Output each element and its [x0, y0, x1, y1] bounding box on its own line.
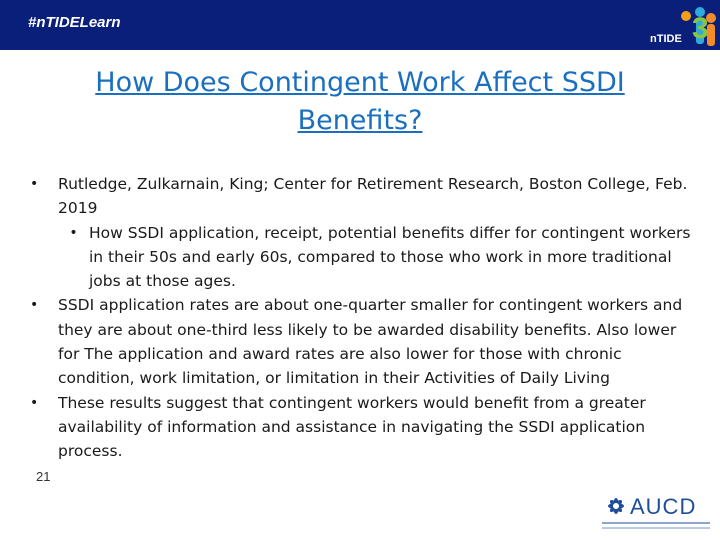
bullet-text: Rutledge, Zulkarnain, King; Center for Retirement Research, Boston College, Feb. 2019 [58, 175, 688, 218]
aucd-emblem-icon [605, 495, 627, 517]
logo-text: nTIDE [650, 33, 682, 45]
logo-number: 3 [692, 12, 709, 45]
sub-bullet-item [58, 221, 700, 294]
aucd-text: AUCD [630, 494, 697, 519]
header-bar [0, 0, 720, 50]
ntide-logo [648, 2, 718, 50]
bullet-dot: • [30, 394, 39, 411]
title-line-2: Benefits? [297, 105, 423, 136]
bullet-dot: • [69, 224, 78, 241]
bullet-item [30, 391, 700, 464]
slide-content [30, 172, 700, 464]
bullet-item [30, 172, 700, 221]
title-line-1: How Does Contingent Work Affect SSDI [95, 67, 625, 98]
sub-bullet-text: How SSDI application, receipt, potential benefits differ for contingent workers in their 50s and early 60s, compared to those who work in more traditional jobs at those ages. [89, 223, 691, 291]
aucd-logo [600, 492, 712, 532]
bullet-dot: • [30, 297, 39, 314]
bullet-dot: • [30, 176, 39, 192]
bullet-text: These results suggest that contingent workers would benefit from a greater availability of information and assistance in navigating the SSDI application process. [58, 393, 646, 461]
bullet-item [30, 293, 700, 390]
bullet-text: SSDI application rates are about one-quarter smaller for contingent workers and they are about one-third less likely to be awarded disability benefits. Also lower for The application and award rates are also lower for those with chronic condition, work limitation, or limitation in their Activities of Daily Living [58, 296, 683, 388]
page-number: 21 [36, 469, 51, 484]
hashtag-label: #nTIDELearn [28, 14, 121, 31]
slide-title [40, 64, 680, 140]
